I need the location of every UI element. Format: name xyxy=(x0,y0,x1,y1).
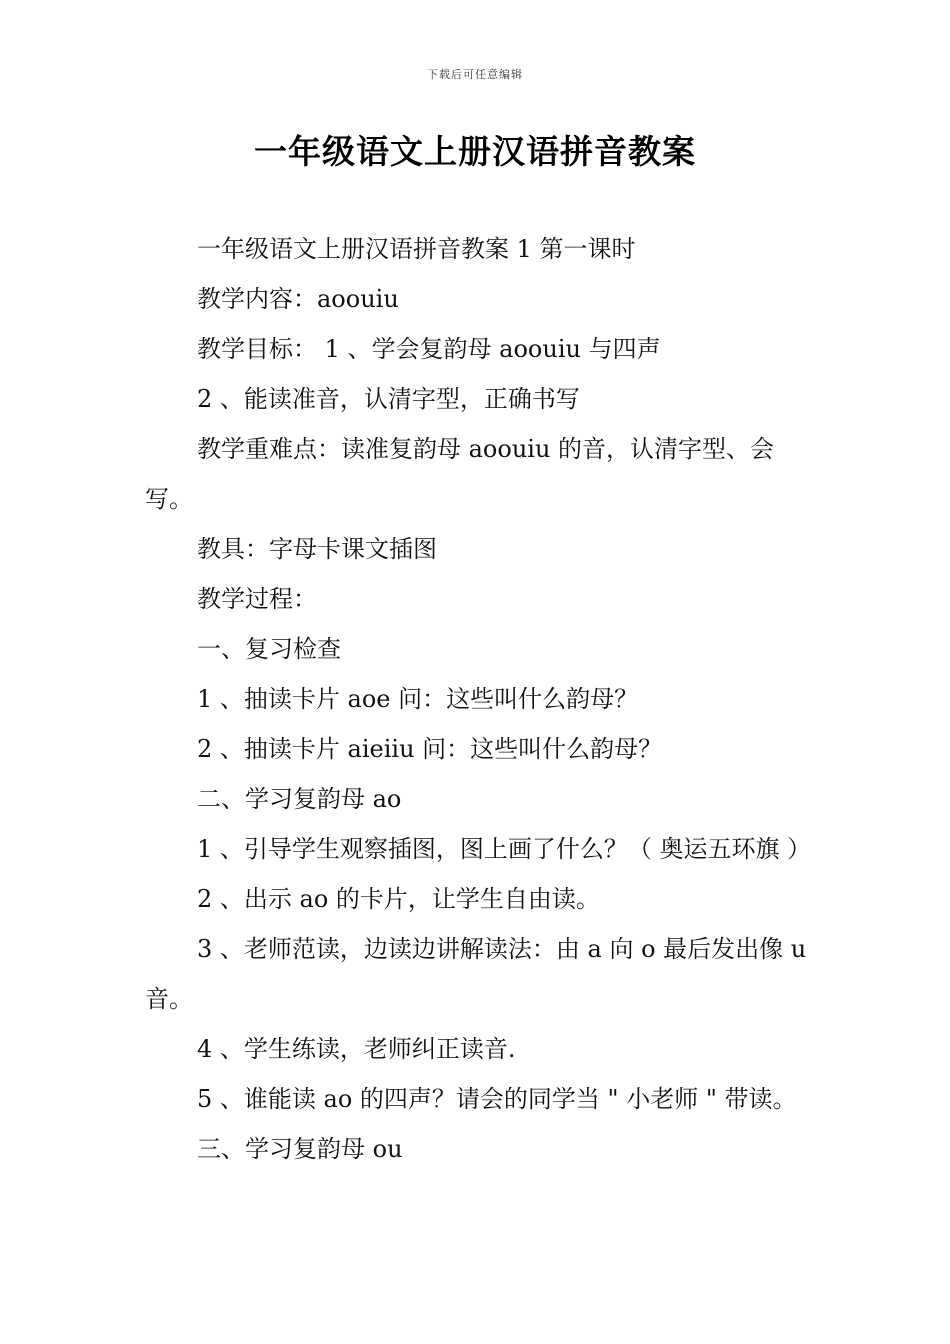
paragraph-teaching-aids: 教具：字母卡课文插图 xyxy=(197,535,437,563)
paragraph-content: 教学内容：aoouiu xyxy=(197,285,399,313)
paragraph-objective: 教学目标： 1 、学会复韵母 aoouiu 与四声 xyxy=(197,335,661,363)
header-note: 下载后可任意编辑 xyxy=(427,68,523,81)
paragraph-section-2: 二、学习复韵母 ao xyxy=(197,785,402,813)
paragraph-step: 2 、抽读卡片 aieiiu 问：这些叫什么韵母？ xyxy=(197,735,663,763)
paragraph-step: 5 、谁能读 ao 的四声？请会的同学当 " 小老师 " 带读。 xyxy=(197,1085,797,1113)
paragraph-step: 1 、抽读卡片 aoe 问：这些叫什么韵母？ xyxy=(197,685,639,713)
paragraph-objective-2: 2 、能读准音，认清字型，正确书写 xyxy=(197,385,580,413)
document-body xyxy=(145,224,810,1174)
paragraph-step: 4 、学生练读，老师纠正读音. xyxy=(197,1035,516,1063)
paragraph-step: 1 、引导学生观察插图，图上画了什么？（ 奥运五环旗 ） xyxy=(197,835,812,863)
paragraph-process: 教学过程： xyxy=(197,585,317,613)
paragraph-step: 2 、出示 ao 的卡片，让学生自由读。 xyxy=(197,885,600,913)
paragraph-step: 3 、老师范读，边读边讲解读法：由 a 向 o 最后发出像 u 音。 xyxy=(145,935,807,1013)
paragraph-lesson-heading: 一年级语文上册汉语拼音教案 1 第一课时 xyxy=(197,235,636,263)
paragraph-section-1: 一、复习检查 xyxy=(197,635,341,663)
page-title: 一年级语文上册汉语拼音教案 xyxy=(254,132,696,171)
paragraph-key-points: 教学重难点：读准复韵母 aoouiu 的音，认清字型、会写。 xyxy=(145,435,775,513)
paragraph-section-3: 三、学习复韵母 ou xyxy=(197,1135,403,1163)
